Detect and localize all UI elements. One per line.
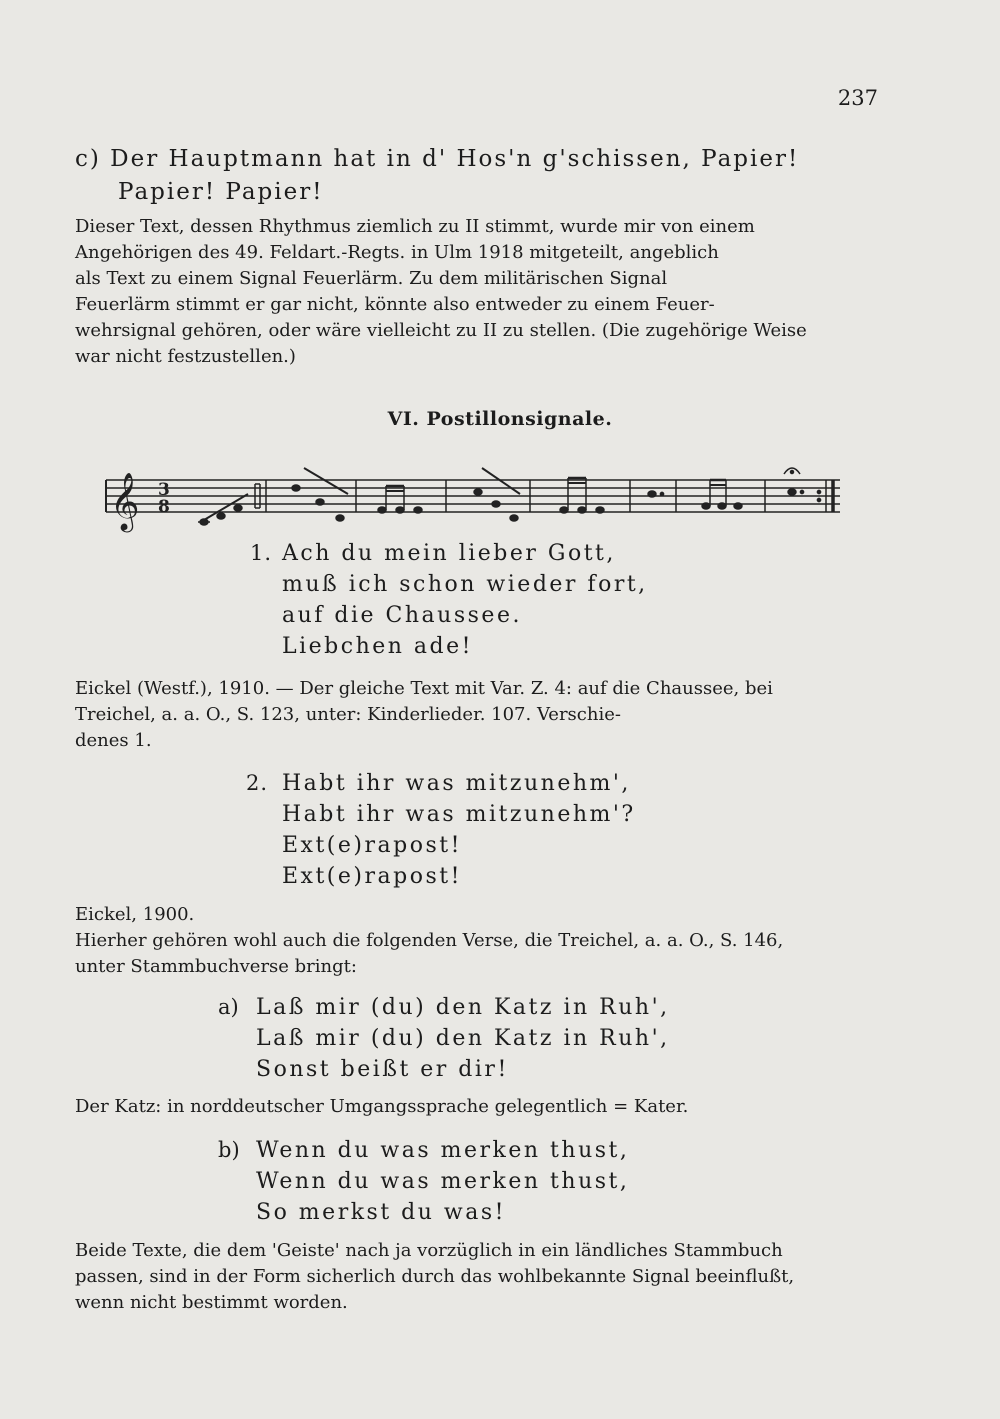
time-signature-bottom: 8 [158,497,170,517]
paragraph-line: wehrsignal gehören, oder wäre vielleicht zu II zu stellen. (Die zugehörige Weise [75,320,807,341]
paragraph-line: war nicht festzustellen.) [75,346,296,367]
paragraph-stammbuchverse [75,902,885,980]
verse-line: Ext(e)rapost! [282,864,462,889]
verse-line: Sonst beißt er dir! [256,1057,509,1082]
verse-a-label: a) [218,995,239,1019]
paragraph-line: Eickel (Westf.), 1910. — Der gleiche Text mit Var. Z. 4: auf die Chaussee, bei [75,678,773,699]
verse-2 [282,768,636,892]
section-heading: VI. Postillonsignale. [387,408,613,430]
verse-line: Laß mir (du) den Katz in Ruh', [256,995,670,1020]
staff-lines [106,480,840,512]
paragraph-katz-note [75,1094,885,1120]
paragraph-line: Treichel, a. a. O., S. 123, unter: Kinderlieder. 107. Verschie- [75,704,621,725]
paragraph-line: als Text zu einem Signal Feuerlärm. Zu dem militärischen Signal [75,268,668,289]
verse-line: Laß mir (du) den Katz in Ruh', [256,1026,670,1051]
verse-b [256,1135,629,1228]
verse-line: So merkst du was! [256,1200,506,1225]
treble-clef-icon: 𝄞 [110,472,140,530]
music-staff [100,458,845,538]
verse-2-number: 2. [246,771,269,795]
verse-1-number: 1. [250,541,273,565]
item-c-text [75,143,885,209]
item-c-line: c) Der Hauptmann hat in d' Hos'n g'schissen, Papier! [75,146,800,172]
verse-line: Liebchen ade! [282,634,473,659]
verse-b-label: b) [218,1138,240,1162]
verse-line: Ext(e)rapost! [282,833,462,858]
paragraph-line: Der Katz: in norddeutscher Umgangssprache gelegentlich = Kater. [75,1096,689,1117]
paragraph-line: Dieser Text, dessen Rhythmus ziemlich zu II stimmt, wurde mir von einem [75,216,755,237]
page-number: 237 [837,86,878,110]
paragraph-line: Beide Texte, die dem 'Geiste' nach ja vorzüglich in ein ländliches Stammbuch [75,1240,783,1261]
paragraph-line: Angehörigen des 49. Feldart.-Regts. in Ulm 1918 mitgeteilt, angeblich [75,242,719,263]
verse-1 [282,538,648,662]
time-signature-top: 3 [158,480,170,500]
verse-line: Habt ihr was mitzunehm'? [282,802,636,827]
paragraph-rhythm-note [75,214,885,370]
paragraph-line: unter Stammbuchverse bringt: [75,956,357,977]
paragraph-line: Eickel, 1900. [75,904,195,925]
paragraph-line: Feuerlärm stimmt er gar nicht, könnte also entweder zu einem Feuer- [75,294,715,315]
verse-line: Wenn du was merken thust, [256,1169,630,1194]
verse-line: Wenn du was merken thust, [256,1138,630,1163]
paragraph-line: Hierher gehören wohl auch die folgenden Verse, die Treichel, a. a. O., S. 146, [75,930,784,951]
verse-line: Habt ihr was mitzunehm', [282,771,631,796]
verse-line: auf die Chaussee. [282,603,522,628]
paragraph-line: passen, sind in der Form sicherlich durch das wohlbekannte Signal beeinflußt, [75,1266,795,1287]
verse-line: Ach du mein lieber Gott, [282,541,616,566]
paragraph-source-eickel-1910 [75,676,885,754]
verse-a [256,992,670,1085]
paragraph-conclusion [75,1238,885,1316]
verse-line: muß ich schon wieder fort, [282,572,648,597]
paragraph-line: denes 1. [75,730,152,751]
item-c-line: Papier! Papier! [118,179,324,205]
paragraph-line: wenn nicht bestimmt worden. [75,1292,348,1313]
